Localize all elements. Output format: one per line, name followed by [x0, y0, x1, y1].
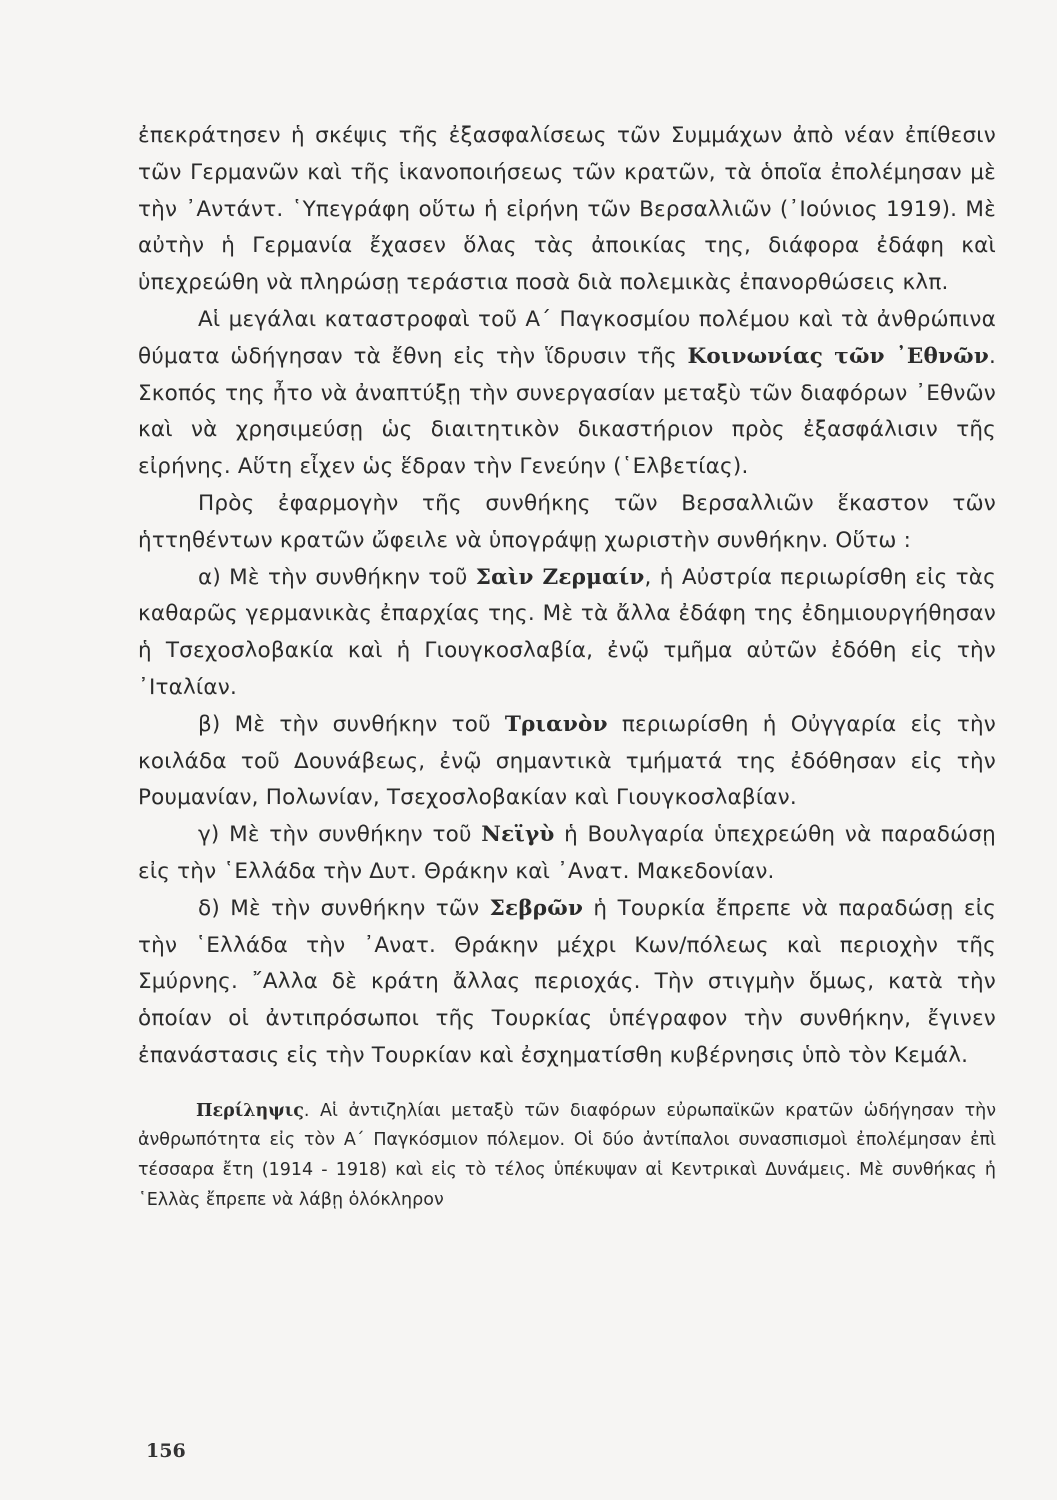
treaty-item-sevres: [138, 891, 996, 1075]
treaty-item-text-before: β) Μὲ τὴν συνθήκην τοῦ: [198, 711, 505, 737]
treaty-item-text-after: περιωρίσθη ἡ Οὐγγαρία εἰς τὴν κοιλάδα τοῦ Δουνάβεως, ἐνῷ σημαντικὰ τμήματά της ἐδόθησαν εἰς τὴν Ρουμανίαν, Πολωνίαν, Τσεχοσλοβακίαν καὶ Γιουγκοσλαβίαν.: [138, 711, 996, 811]
treaty-item-saint-germain: [138, 560, 996, 707]
summary-paragraph: [138, 1097, 996, 1215]
treaty-item-trianon: [138, 707, 996, 817]
paragraph-league-text-after: . Σκοπός της ἦτο νὰ ἀναπτύξῃ τὴν συνεργασίαν μεταξὺ τῶν διαφόρων ᾿Εθνῶν καὶ νὰ χρησιμεύσῃ ὡς διαιτητικὸν δικαστήριον πρὸς ἐξασφάλισιν τῆς εἰρήνης. Αὕτη εἶχεν ὡς ἕδραν τὴν Γενεύην (῾Ελβετίας).: [138, 343, 996, 480]
paragraph-versailles: ἐπεκράτησεν ἡ σκέψις τῆς ἐξασφαλίσεως τῶν Συμμάχων ἀπὸ νέαν ἐπίθεσιν τῶν Γερμανῶν καὶ τῆς ἱκανοποιήσεως τῶν κρατῶν, τὰ ὁποῖα ἐπολέμησαν μὲ τὴν ᾿Αντάντ. ῾Υπεγράφη οὕτω ἡ εἰρήνη τῶν Βερσαλλιῶν (᾿Ιούνιος 1919). Μὲ αὐτὴν ἡ Γερμανία ἔχασεν ὅλας τὰς ἀποικίας της, διάφορα ἐδάφη καὶ ὑπεχρεώθη νὰ πληρώσῃ τεράστια ποσὰ διὰ πολεμικὰς ἐπανορθώσεις κλπ.: [138, 123, 996, 296]
treaty-item-text-before: γ) Μὲ τὴν συνθήκην τοῦ: [198, 822, 482, 848]
treaty-name: Νεϊγὺ: [481, 822, 555, 848]
treaty-item-text-after: ἡ Βουλγαρία ὑπεχρεώθη νὰ παραδώσῃ εἰς τὴν ῾Ελλάδα τὴν Δυτ. Θράκην καὶ ᾿Ανατ. Μακεδονίαν.: [138, 822, 996, 884]
summary-label: Περίληψις: [196, 1100, 304, 1121]
treaty-name: Τριανὸν: [504, 711, 608, 737]
paragraph-separate-treaties: Πρὸς ἐφαρμογὴν τῆς συνθήκης τῶν Βερσαλλιῶν ἕκαστον τῶν ἡττηθέντων κρατῶν ὤφειλε νὰ ὑπογράψῃ χωριστὴν συνθήκην. Οὕτω :: [138, 490, 996, 553]
summary-text: . Αἱ ἀντιζηλίαι μεταξὺ τῶν διαφόρων εὐρωπαϊκῶν κρατῶν ὡδήγησαν τὴν ἀνθρωπότητα εἰς τὸν Α΄ Παγκόσμιον πόλεμον. Οἱ δύο ἀντίπαλοι συνασπισμοὶ ἐπολέμησαν ἐπὶ τέσσαρα ἔτη (1914 - 1918) καὶ εἰς τὸ τέλος ὑπέκυψαν αἱ Κεντρικαὶ Δυνάμεις. Μὲ συνθήκας ἡ ῾Ελλὰς ἔπρεπε νὰ λάβῃ ὁλόκληρον: [138, 1100, 996, 1210]
treaty-item-text-after: ἡ Τουρκία ἔπρεπε νὰ παραδώσῃ εἰς τὴν ῾Ελλάδα τὴν ᾿Ανατ. Θράκην μέχρι Κων/πόλεως καὶ περιοχὴν τῆς Σμύρνης. ῎Αλλα δὲ κράτη ἄλλας περιοχάς. Τὴν στιγμὴν ὅμως, κατὰ τὴν ὁποίαν οἱ ἀντιπρόσωποι τῆς Τουρκίας ὑπέγραφον τὴν συνθήκην, ἔγινεν ἐπανάστασις εἰς τὴν Τουρκίαν καὶ ἐσχηματίσθη κυβέρνησις ὑπὸ τὸν Κεμάλ.: [138, 895, 997, 1068]
paragraph-league-text-before: Αἱ μεγάλαι καταστροφαὶ τοῦ Α΄ Παγκοσμίου πολέμου καὶ τὰ ἀνθρώπινα θύματα ὡδήγησαν τὰ ἔθνη εἰς τὴν ἵδρυσιν τῆς: [138, 306, 996, 369]
treaty-item-text-before: δ) Μὲ τὴν συνθήκην τῶν: [198, 895, 490, 921]
treaty-item-text-before: α) Μὲ τὴν συνθήκην τοῦ: [198, 564, 476, 590]
treaty-name: Σεβρῶν: [489, 895, 584, 921]
treaty-item-text-after: , ἡ Αὐστρία περιωρίσθη εἰς τὰς καθαρῶς γερμανικὰς ἐπαρχίας της. Μὲ τὰ ἄλλα ἐδάφη της ἐδημιουργήθησαν ἡ Τσεχοσλοβακία καὶ ἡ Γιουγκοσλαβία, ἐνῷ τμῆμα αὐτῶν ἐδόθη εἰς τὴν ᾿Ιταλίαν.: [138, 564, 996, 700]
page-number: 156: [146, 1440, 186, 1462]
book-page: [138, 118, 996, 1233]
main-text: [138, 118, 996, 1075]
treaty-item-neuilly: [138, 817, 996, 891]
paragraph-league-of-nations: [138, 302, 996, 486]
treaty-name: Σαὶν Ζερμαίν: [475, 564, 645, 590]
league-of-nations-term: Κοινωνίας τῶν ᾿Εθνῶν: [687, 343, 989, 369]
